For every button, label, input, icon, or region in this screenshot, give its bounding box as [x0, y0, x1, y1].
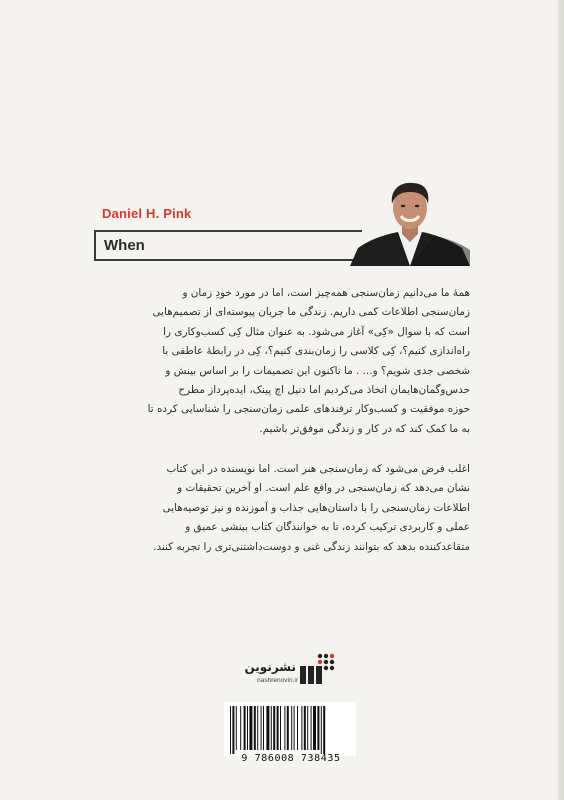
barcode-bar [254, 706, 256, 750]
author-photo [350, 180, 470, 266]
description-paragraph-1 [88, 284, 470, 439]
barcode-bar [257, 706, 258, 750]
text-line: شخصی جدی شویم؟ و... . ما تاکنون این تصمیمات را بر اساس بینش و [165, 364, 470, 377]
barcode-bar [313, 706, 316, 750]
barcode-bar [266, 706, 269, 750]
cover-edge [558, 0, 564, 800]
barcode-bar [230, 706, 231, 754]
barcode-bar [236, 706, 237, 750]
barcode-bar [291, 706, 292, 750]
text-line: حدس‌وگمان‌هایمان اتخاذ می‌کردیم اما دنیل اچ پینک، ایده‌پرداز مطرح [178, 384, 470, 397]
text-line: همهٔ ما می‌دانیم زمان‌سنجی همه‌چیز است، اما در مورد خودِ زمان و [182, 287, 470, 299]
barcode-bar [287, 706, 289, 750]
text-line: عملی و کاربردی ترکیب کرده، تا به خوانندگان کتاب بینشی عمیق و [185, 521, 470, 534]
barcode-bar [273, 706, 275, 750]
description-paragraph-2 [88, 460, 470, 557]
barcode-bar [307, 706, 308, 750]
text-line: زمان‌سنجی اطلاعات کمی داریم. زندگی ما جریان پیوسته‌ای از تصمیم‌هایی [152, 306, 470, 319]
author-name: Daniel H. Pink [102, 206, 192, 221]
barcode-bar [244, 706, 246, 750]
text-line: است که با سوال «کِی» آغاز می‌شود. به عنوان مثال کِی کسب‌وکاری را [163, 325, 470, 338]
text-line: نشان می‌دهد که زمان‌سنجی در واقع علم است. او آخرین تحقیقات و [177, 482, 470, 495]
barcode-bar [240, 706, 241, 750]
text-line: به ما کمک کند که در کار و زندگی موفق‌تر باشیم. [259, 422, 470, 435]
barcode-bar [284, 706, 285, 750]
isbn-barcode [224, 702, 356, 756]
isbn-number: 9 786008 738435 [241, 753, 341, 764]
barcode-bar [311, 706, 312, 750]
barcode-bar [321, 706, 322, 754]
barcode-bar [271, 706, 272, 750]
title-frame [94, 230, 362, 261]
publisher-name: نشرنوین [244, 660, 296, 674]
text-line: حوزه موفقیت و کسب‌وکار ترفندهای علمی زمان‌سنجی را شناسایی کرده تا [147, 403, 470, 416]
text-line: اغلب فرض می‌شود که زمان‌سنجی هنر است. اما نویسنده در این کتاب [166, 463, 470, 475]
publisher-logo [236, 646, 340, 690]
barcode-bar [301, 706, 302, 750]
barcode-bar [261, 706, 262, 750]
publisher-url: nashrenovin.ir [257, 677, 298, 684]
barcode-bar [294, 706, 295, 750]
barcode-bar [277, 706, 279, 750]
text-line: راه‌اندازی کنیم؟، کِی کلاسی را زمان‌بندی کنیم؟، کِی در رابطهٔ عاطفی با [162, 345, 470, 358]
text-line: اطلاعات زمان‌سنجی را با داستان‌هایی جذاب و آموزنده و نیز توصیه‌هایی [162, 501, 470, 514]
book-title: When [104, 237, 145, 254]
barcode-bar [297, 706, 298, 750]
publisher-mark-icon [298, 650, 338, 686]
barcode-bar [317, 706, 319, 750]
barcode-bar [263, 706, 264, 750]
barcode-bar [247, 706, 248, 750]
barcode-bar [249, 706, 252, 750]
barcode-bar [304, 706, 306, 750]
barcode-bar [323, 706, 325, 754]
barcode-bar [280, 706, 281, 750]
text-line: متقاعدکننده بدهد که بتوانند زندگی غنی و دوست‌داشتنی‌تری را تجربه کنند. [153, 540, 470, 553]
barcode-bar [232, 706, 234, 754]
